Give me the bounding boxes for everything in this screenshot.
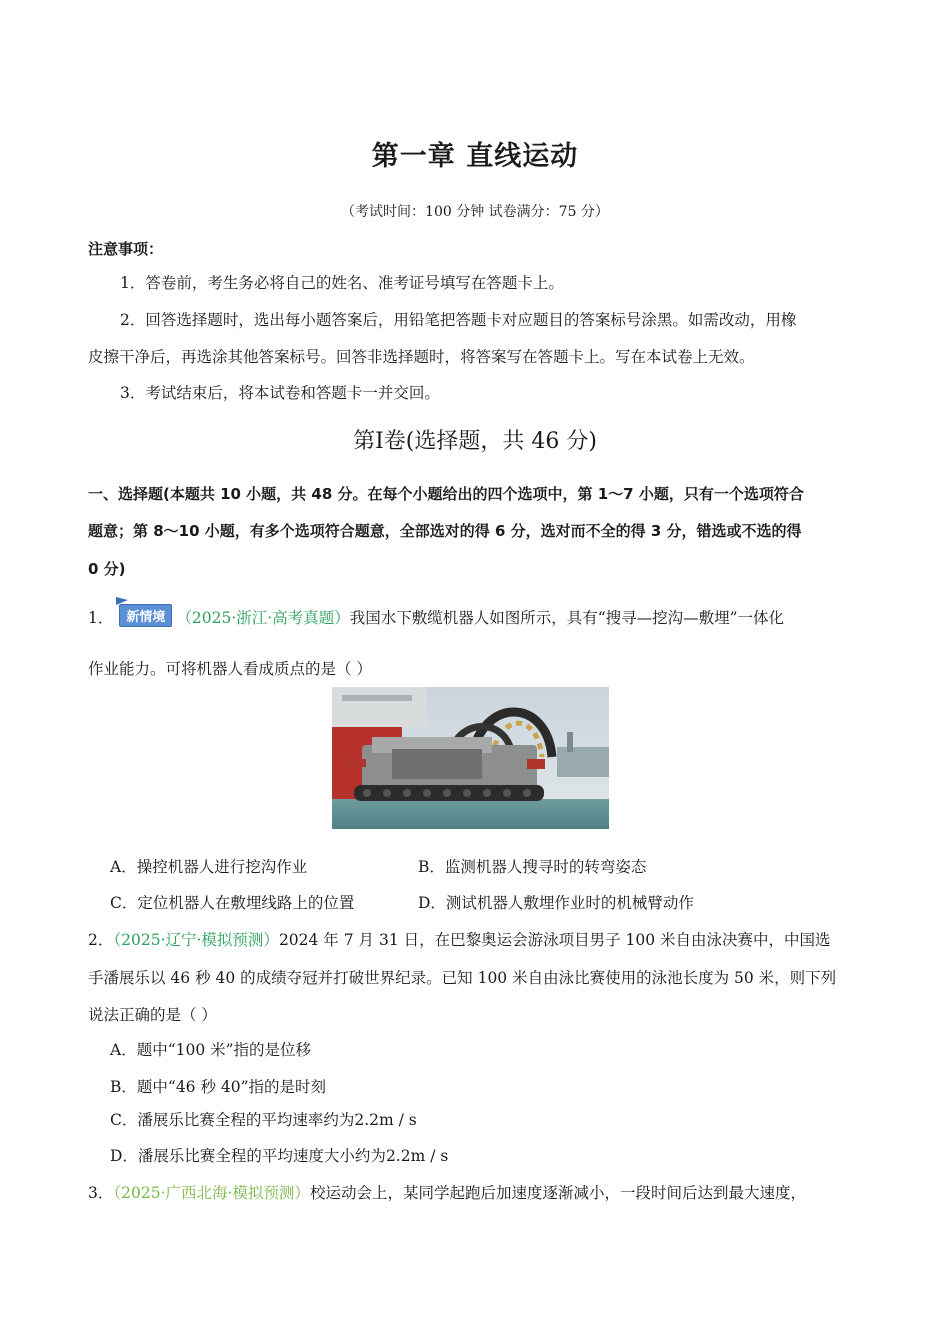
intro-line-3: 0 分): [88, 560, 126, 578]
q2-option-d: D．潘展乐比赛全程的平均速度大小约为2.2m / s: [110, 1147, 449, 1165]
new-scenario-badge: 新情境: [119, 604, 172, 627]
flag-icon: [116, 597, 128, 607]
question-text: 我国水下敷缆机器人如图所示，具有“搜寻—挖沟—敷埋”一体化: [349, 609, 785, 627]
q2-option-b: B．题中“46 秒 40”指的是时刻: [110, 1078, 327, 1096]
page-title: 第一章 直线运动: [371, 141, 579, 172]
question-number: 3．: [88, 1184, 114, 1202]
question-1-line-2: 作业能力。可将机器人看成质点的是（ ）: [88, 660, 372, 678]
q1-option-c: C．定位机器人在敷埋线路上的位置: [110, 894, 355, 912]
intro-line-1: 一、选择题(本题共 10 小题，共 48 分。在每个小题给出的四个选项中，第 1～7 小题，只有一个选项符合: [88, 485, 804, 503]
question-2-line-2: 手潘展乐以 46 秒 40 的成绩夺冠并打破世界纪录。已知 100 米自由泳比赛使用的泳池长度为 50 米，则下列: [88, 969, 837, 987]
q1-option-d: D．测试机器人敷埋作业时的机械臂动作: [418, 894, 694, 912]
question-text: 2024 年 7 月 31 日，在巴黎奥运会游泳项目男子 100 米自由泳决赛中，中国选: [278, 931, 831, 949]
note-item-3: 3．考试结束后，将本试卷和答题卡一并交回。: [120, 384, 440, 402]
question-2-line-3: 说法正确的是（ ）: [88, 1006, 217, 1024]
q2-option-c: C．潘展乐比赛全程的平均速率约为2.2m / s: [110, 1111, 417, 1129]
question-2-line-1: [88, 928, 831, 950]
notes-heading: 注意事项：: [88, 240, 164, 258]
exam-info: （考试时间：100 分钟 试卷满分：75 分）: [341, 204, 609, 220]
source-tag: （2025·浙江·高考真题）: [176, 609, 350, 627]
cable-robot-photo: [332, 687, 609, 829]
question-text: 校运动会上，某同学起跑后加速度逐渐减小，一段时间后达到最大速度，: [309, 1184, 806, 1202]
source-tag: （2025·广西北海·模拟预测）: [113, 1184, 310, 1202]
speed-value: 2.2m / s: [354, 1111, 417, 1129]
source-tag: （2025·辽宁·模拟预测）: [113, 931, 279, 949]
speed-value: 2.2m / s: [385, 1147, 449, 1165]
q2-option-a: A．题中“100 米”指的是位移: [110, 1041, 312, 1059]
question-1-line-1: [88, 606, 784, 629]
note-item-2: 2．回答选择题时，选出每小题答案后，用铅笔把答题卡对应题目的答案标号涂黑。如需改动，用橡: [120, 311, 797, 329]
note-item-2-cont: 皮擦干净后，再选涂其他答案标号。回答非选择题时，将答案写在答题卡上。写在本试卷上无效。: [88, 348, 755, 366]
section-title: 第Ⅰ卷(选择题，共 46 分): [353, 429, 597, 454]
intro-line-2: 题意；第 8～10 小题，有多个选项符合题意，全部选对的得 6 分，选对而不全的得 3 分，错选或不选的得: [88, 522, 802, 540]
q1-option-b: B．监测机器人搜寻时的转弯姿态: [418, 858, 647, 876]
note-item-1: 1．答卷前，考生务必将自己的姓名、准考证号填写在答题卡上。: [120, 274, 564, 292]
question-number: 1．: [88, 609, 114, 627]
question-number: 2．: [88, 931, 114, 949]
question-3-line-1: [88, 1181, 806, 1203]
cable-robot-image: [332, 687, 609, 829]
q1-option-a: A．操控机器人进行挖沟作业: [110, 858, 308, 876]
